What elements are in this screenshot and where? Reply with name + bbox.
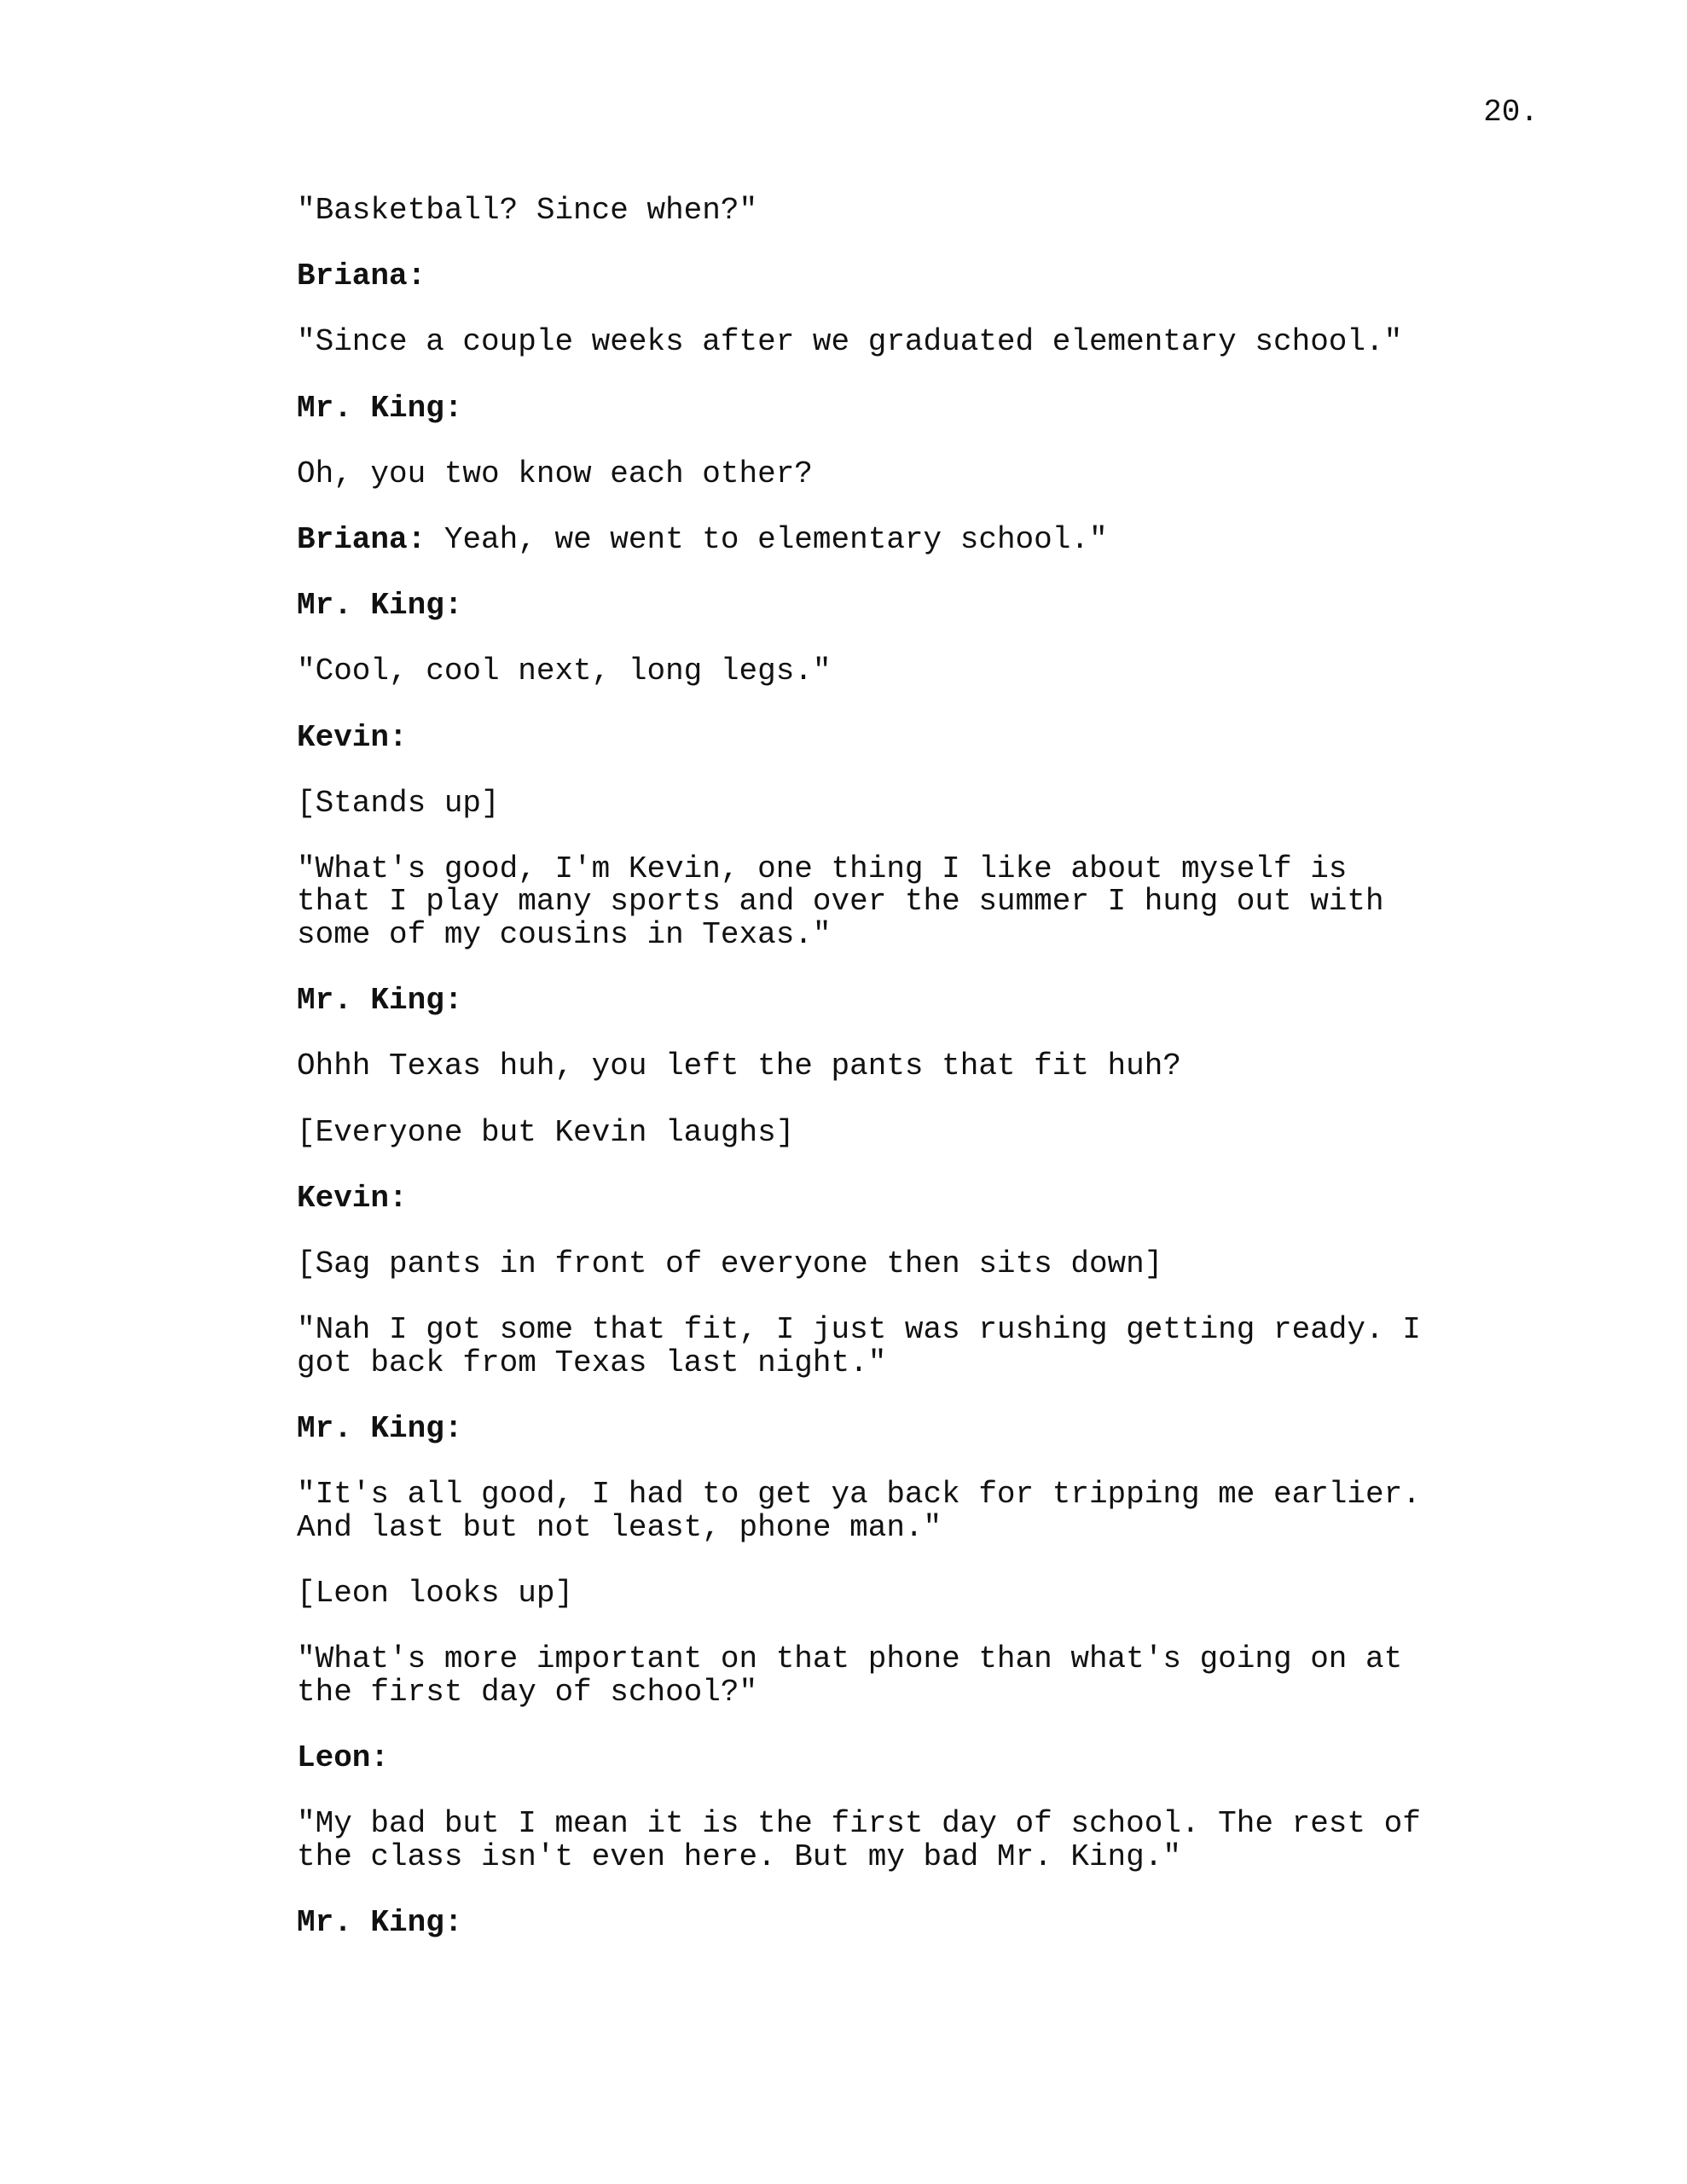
page-number: 20. [1483, 95, 1539, 130]
dialogue-line: "Nah I got some that fit, I just was rushing getting ready. I got back from Texas last night." [297, 1312, 1421, 1380]
stage-direction: [Leon looks up] [297, 1575, 574, 1611]
dialogue-line: "Cool, cool next, long legs." [297, 653, 832, 689]
inline-dialogue [297, 521, 1516, 557]
speaker-name: Mr. King: [297, 983, 463, 1019]
speaker-name: Leon: [297, 1740, 390, 1775]
stage-direction: [Everyone but Kevin laughs] [297, 1114, 795, 1150]
script-body [297, 195, 1516, 1972]
speaker-name: Kevin: [297, 1180, 408, 1216]
speaker-name: Mr. King: [297, 1904, 463, 1940]
speaker-name: Mr. King: [297, 390, 463, 426]
dialogue-line: "It's all good, I had to get ya back for tripping me earlier. And last but not least, phone man." [297, 1477, 1421, 1545]
stage-direction: [Sag pants in front of everyone then sits down] [297, 1246, 1163, 1281]
dialogue-line: Yeah, we went to elementary school." [426, 521, 1108, 557]
dialogue-line: "Since a couple weeks after we graduated elementary school." [297, 324, 1403, 360]
dialogue-line: Ohhh Texas huh, you left the pants that fit huh? [297, 1048, 1181, 1084]
dialogue-line: Oh, you two know each other? [297, 456, 813, 491]
speaker-name: Briana: [297, 258, 426, 294]
dialogue-line: "Basketball? Since when?" [297, 193, 758, 228]
speaker-name: Mr. King: [297, 1410, 463, 1446]
dialogue-line: "What's more important on that phone than what's going on at the first day of school?" [297, 1641, 1403, 1710]
speaker-name: Kevin: [297, 719, 408, 755]
dialogue-line: "My bad but I mean it is the first day of school. The rest of the class isn't even here. But my bad Mr. King." [297, 1806, 1421, 1874]
speaker-name: Mr. King: [297, 588, 463, 624]
speaker-name: Briana: [297, 521, 426, 557]
stage-direction: [Stands up] [297, 785, 500, 821]
dialogue-line: "What's good, I'm Kevin, one thing I like about myself is that I play many sports and over the summer I hung out with some of my cousins in Texas." [297, 851, 1384, 953]
